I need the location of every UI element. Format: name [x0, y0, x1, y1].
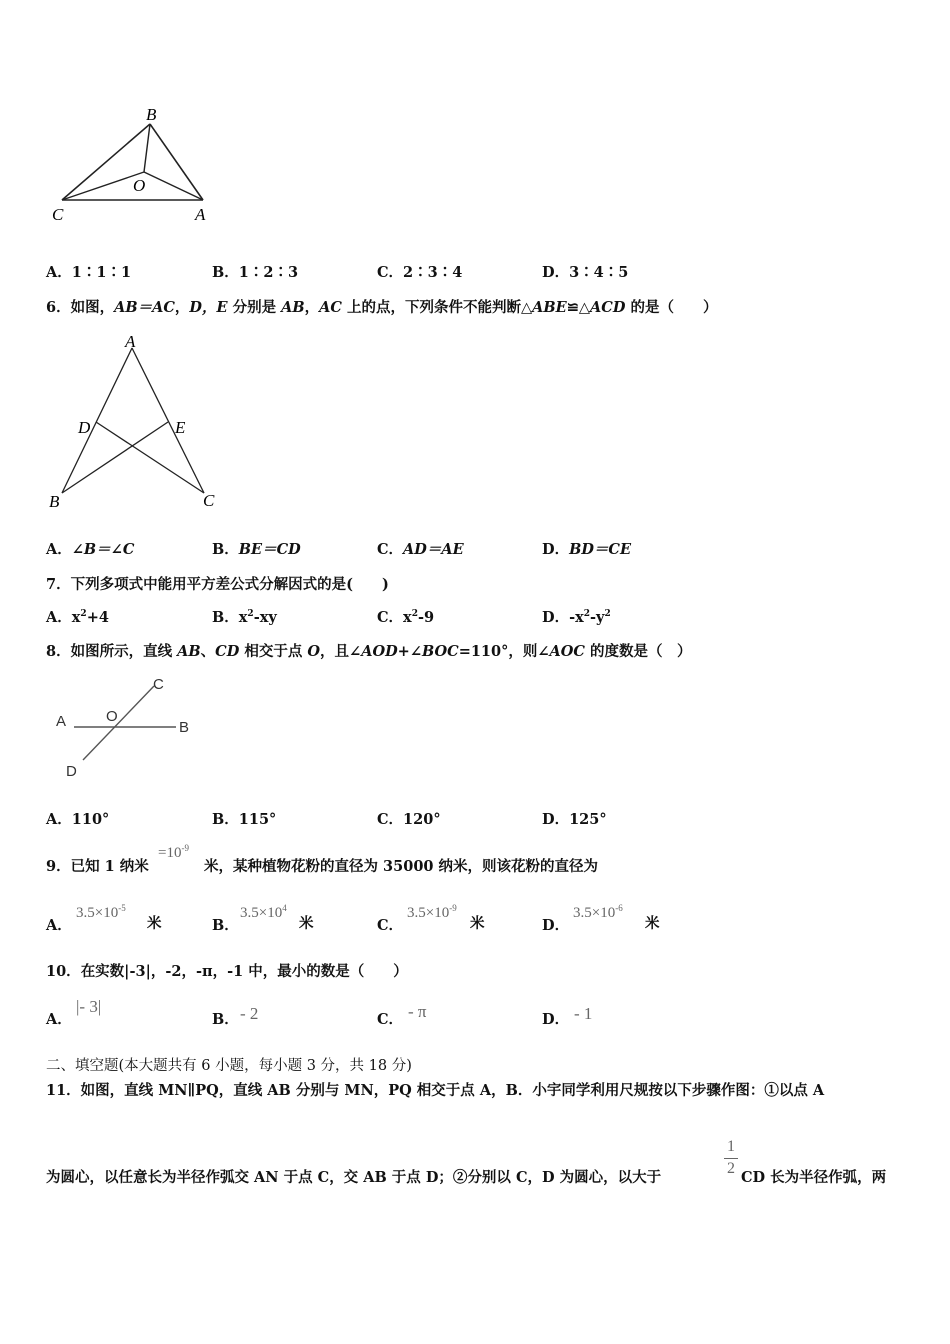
q10-option-d-value: - 1: [574, 1004, 593, 1023]
q8-option-d[interactable]: D．125°: [542, 811, 607, 828]
q10-stem: 10．在实数|-3|，-2，-π，-1 中，最小的数是（ ）: [46, 963, 408, 980]
q5-option-b[interactable]: B．1∶2∶3: [212, 264, 299, 281]
fig6-label-a: A: [125, 332, 136, 351]
triangle-bco-diagram: [48, 100, 218, 225]
fig8-label-d: D: [66, 763, 77, 780]
q10-option-a-letter[interactable]: A．: [46, 1011, 72, 1028]
section-heading-fill-blank: 二、填空题(本大题共有 6 小题，每小题 3 分，共 18 分): [46, 1058, 412, 1074]
q10-option-b-value: - 2: [240, 1004, 259, 1023]
q9-option-a-letter[interactable]: A．: [46, 917, 72, 934]
q8-option-b[interactable]: B．115°: [212, 811, 277, 828]
q9-unit-expression: $=10^{-9}$: [158, 843, 189, 861]
q9-stem: 9．已知 1 纳米: [46, 858, 149, 875]
q10-option-a-value: |- 3|: [76, 997, 102, 1016]
q6-option-c[interactable]: C．AD＝AE: [377, 541, 464, 558]
figure-q6: [44, 330, 229, 515]
figure-q5: [48, 100, 218, 225]
q9-option-b-unit: 米: [299, 915, 314, 932]
q7-option-a[interactable]: A．$x^2+4$: [46, 609, 109, 626]
q11-fraction: [724, 1139, 738, 1177]
q5-option-c[interactable]: C．2∶3∶4: [377, 264, 463, 281]
q9-option-c-value: $3.5\times 10^{-9}$: [407, 903, 457, 921]
q6-option-d[interactable]: D．BD＝CE: [542, 541, 632, 558]
q6-stem: 6．如图，AB＝AC，D，E 分别是 AB，AC 上的点，下列条件不能判断△ABE≌△ACD 的是（ ）: [46, 299, 718, 316]
q11-line1: 11．如图，直线 MN∥PQ，直线 AB 分别与 MN，PQ 相交于点 A，B．小宇同学利用尺规按以下步骤作图：①以点 A: [46, 1082, 825, 1099]
fig5-label-o: O: [133, 176, 146, 195]
q9-option-c-unit: 米: [470, 915, 485, 932]
q9-option-a-value: $3.5\times 10^{-5}$: [76, 903, 126, 921]
fig6-label-c: C: [203, 491, 215, 510]
q9-option-a-unit: 米: [147, 915, 162, 932]
fig5-label-c: C: [52, 205, 64, 224]
q8-option-a[interactable]: A．110°: [46, 811, 110, 828]
q10-option-b-letter[interactable]: B．: [212, 1011, 239, 1028]
q6-option-a[interactable]: A．∠B＝∠C: [46, 541, 135, 558]
fraction-numerator: 1: [727, 1138, 735, 1155]
q10-option-c-letter[interactable]: C．: [377, 1011, 404, 1028]
fig8-label-a: A: [56, 713, 67, 730]
figure-q8: [50, 670, 210, 782]
q9-option-d-value: $3.5\times 10^{-6}$: [573, 903, 623, 921]
q9-option-d-letter[interactable]: D．: [542, 917, 570, 934]
fig8-label-c: C: [153, 676, 164, 693]
triangle-abc-diagram: [44, 330, 229, 515]
q9-option-d-unit: 米: [645, 915, 660, 932]
q9-stem-tail: 米，某种植物花粉的直径为 35000 纳米，则该花粉的直径为: [204, 858, 599, 875]
fig5-label-a: A: [195, 205, 206, 224]
q9-option-b-value: $3.5\times 10^4$: [240, 903, 287, 921]
fig8-label-o: O: [106, 708, 118, 725]
q9-option-c-letter[interactable]: C．: [377, 917, 404, 934]
fraction-bar: [724, 1158, 738, 1159]
q10-option-d-letter[interactable]: D．: [542, 1011, 570, 1028]
fraction-denominator: 2: [727, 1160, 735, 1177]
q9-option-b-letter[interactable]: B．: [212, 917, 239, 934]
q8-option-c[interactable]: C．120°: [377, 811, 441, 828]
fig6-label-b: B: [49, 492, 60, 511]
q7-option-b[interactable]: B．$x^2-xy$: [212, 609, 277, 626]
fig6-label-e: E: [175, 418, 186, 437]
q10-option-c-value: - π: [408, 1002, 427, 1021]
q7-stem: 7．下列多项式中能用平方差公式分解因式的是( ): [46, 576, 389, 593]
q11-line2b: CD 长为半径作弧，两: [741, 1169, 887, 1186]
fig8-label-b: B: [179, 719, 190, 736]
q8-stem: 8．如图所示，直线 AB、CD 相交于点 O，且∠AOD+∠BOC=110°，则∠AOC 的度数是（ ）: [46, 643, 692, 660]
q7-option-d[interactable]: D．$-x^2-y^2$: [542, 609, 611, 626]
q6-option-b[interactable]: B．BE＝CD: [212, 541, 301, 558]
q11-line2a: 为圆心，以任意长为半径作弧交 AN 于点 C，交 AB 于点 D；②分别以 C，D 为圆心，以大于: [46, 1169, 662, 1186]
q7-option-c[interactable]: C．$x^2-9$: [377, 609, 435, 626]
intersecting-lines-diagram: [50, 670, 210, 782]
fig5-label-b: B: [146, 105, 157, 124]
q5-option-a[interactable]: A．1∶1∶1: [46, 264, 132, 281]
fig6-label-d: D: [78, 418, 91, 437]
q5-option-d[interactable]: D．3∶4∶5: [542, 264, 629, 281]
